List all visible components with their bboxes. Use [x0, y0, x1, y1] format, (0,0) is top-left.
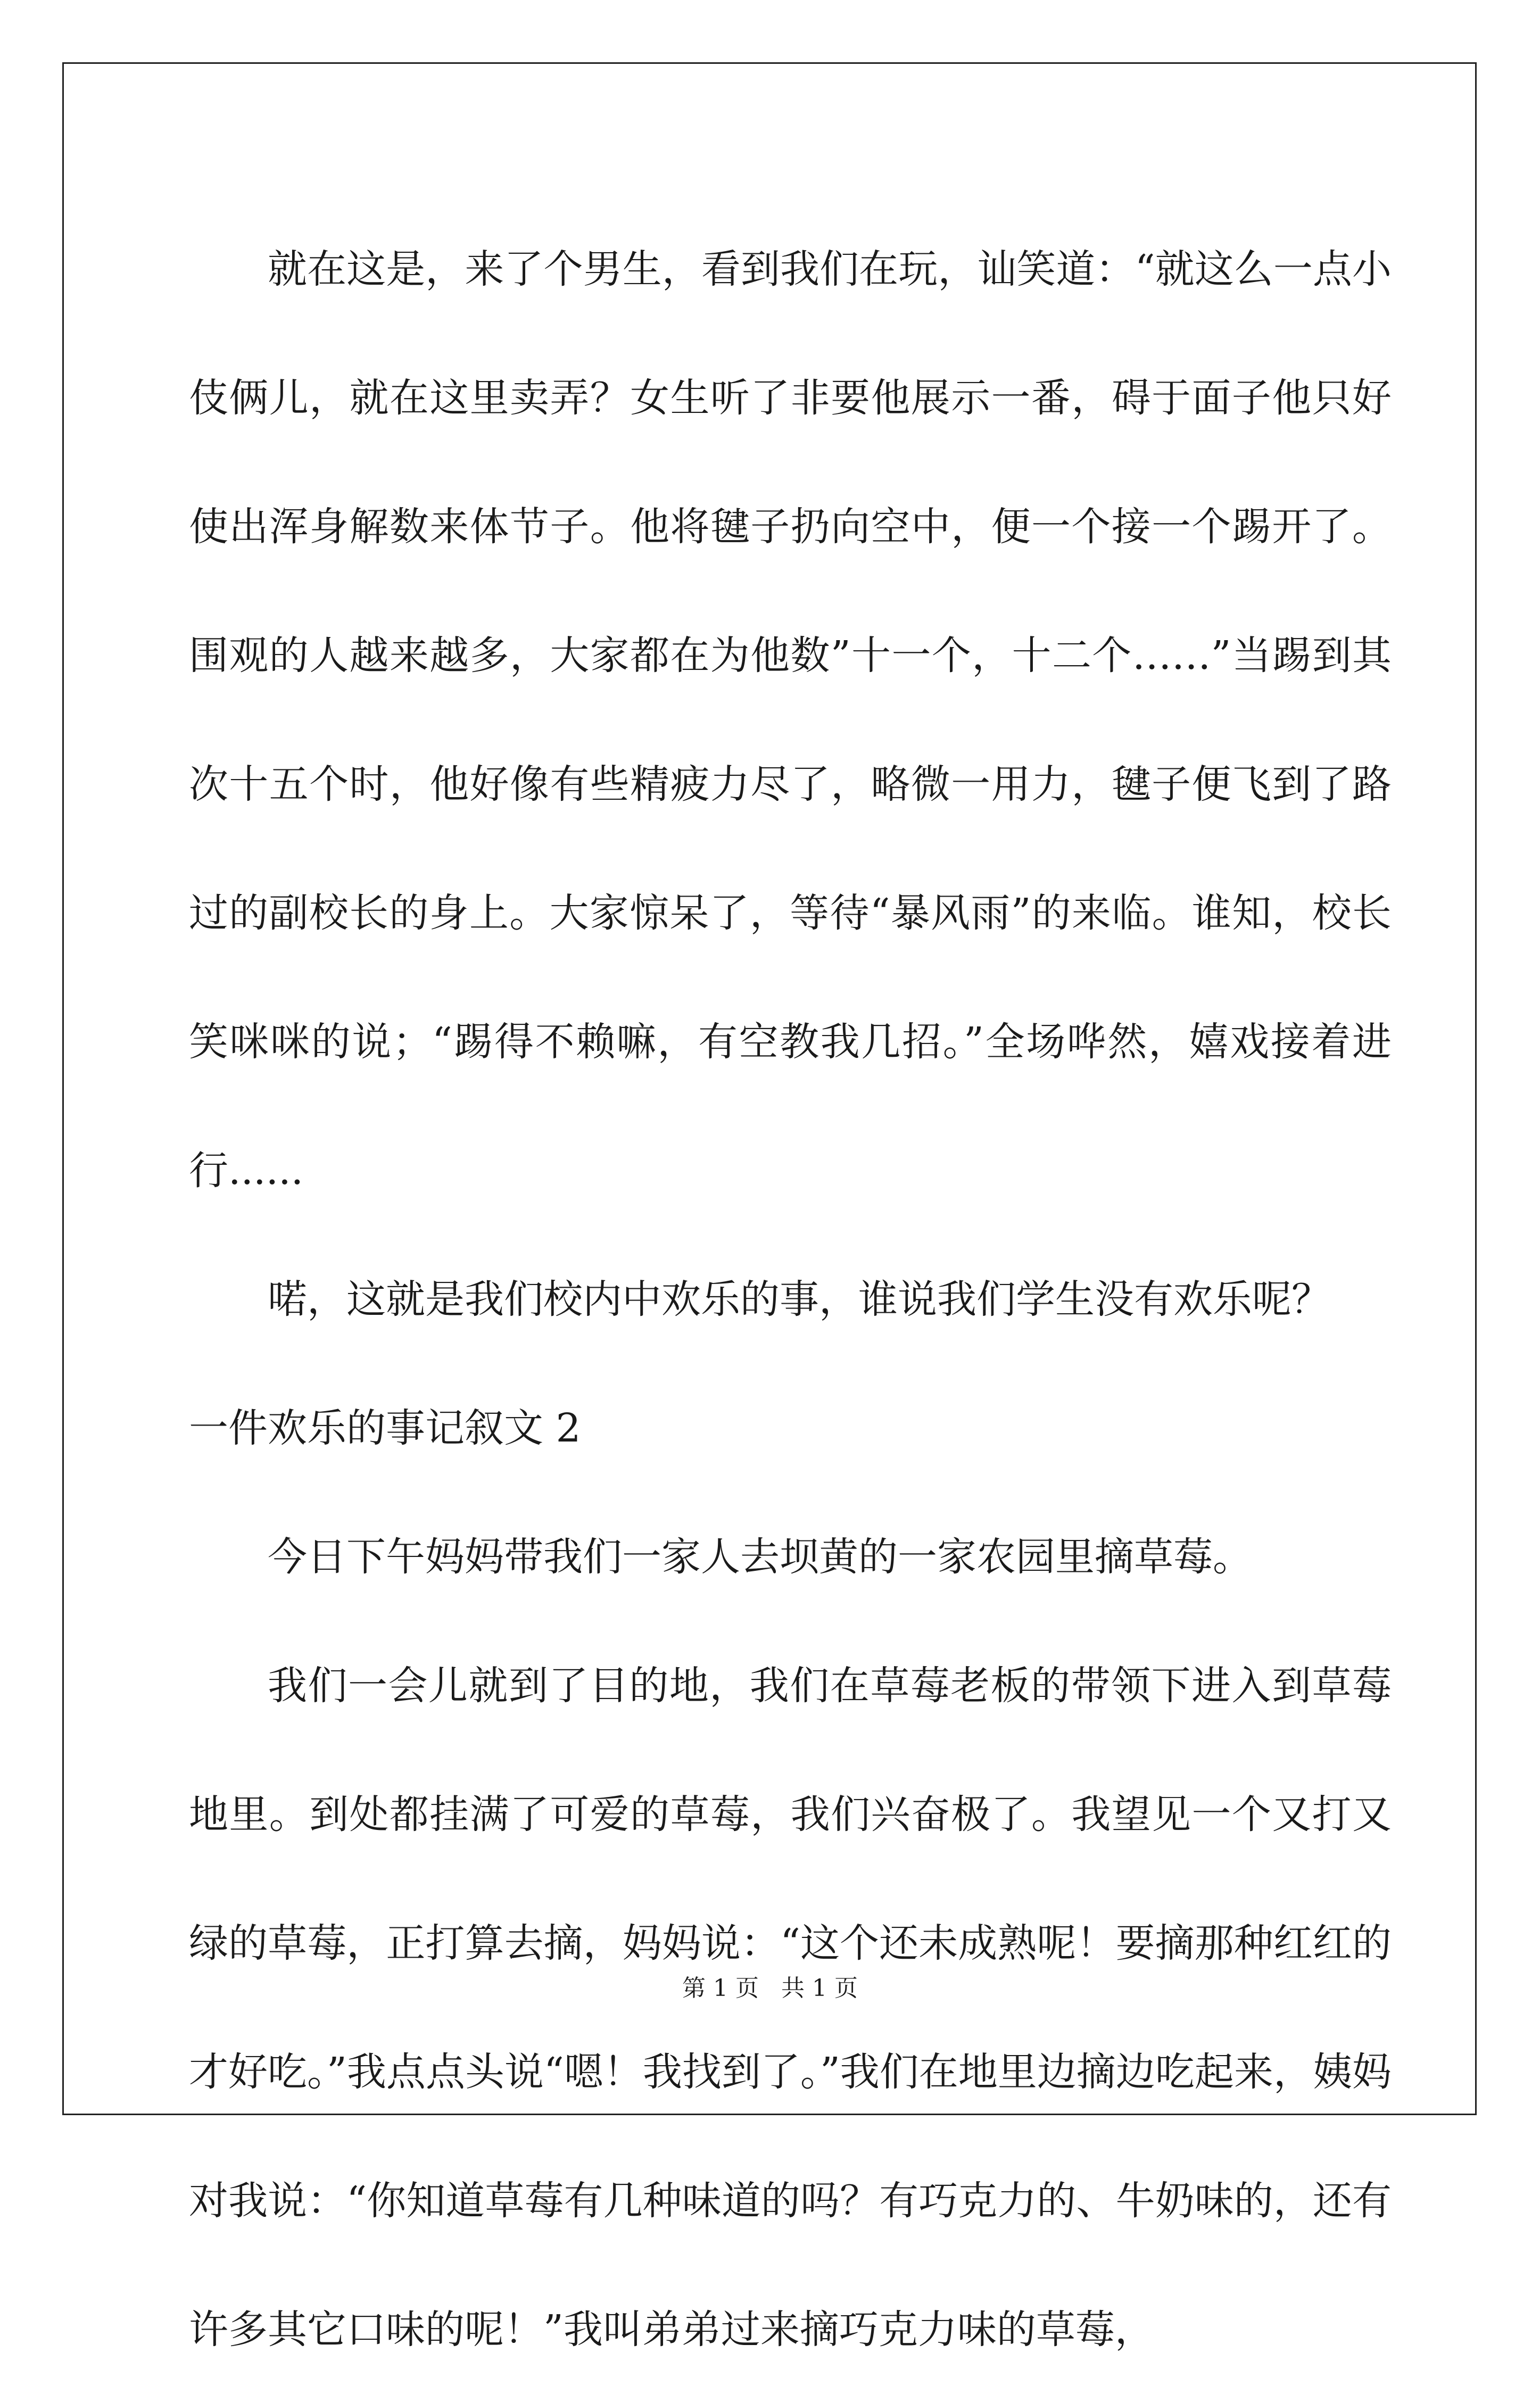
paragraph-4: 我们一会儿就到了目的地，我们在草莓老板的带领下进入到草莓地里。到处都挂满了可爱的草莓，我们兴奋极了。我望见一个又打又绿的草莓，正打算去摘，妈妈说：“这个还未成熟呢！要摘那种红红的才好吃。”我点点头说“嗯！我找到了。”我们在地里边摘边吃起来，姨妈对我说：“你知道草莓有几种味道的吗？有巧克力的、牛奶味的，还有许多其它口味的呢！”我叫弟弟过来摘巧克力味的草莓，: [189, 1663, 1392, 2352]
section-heading: 一件欢乐的事记叙文 2: [189, 1405, 581, 1451]
page-total: 共 1 页: [781, 1975, 858, 2002]
paragraph-2: 喏，这就是我们校内中欢乐的事，谁说我们学生没有欢乐呢？: [268, 1277, 1331, 1322]
paragraph-3: 今日下午妈妈带我们一家人去坝黄的一家农园里摘草莓。: [268, 1534, 1252, 1580]
document-body: [189, 205, 1392, 2394]
page-number: 第 1 页: [682, 1975, 759, 2002]
page-footer: [0, 1969, 1540, 2003]
paragraph-1: 就在这是，来了个男生，看到我们在玩，讪笑道：“就这么一点小伎俩儿，就在这里卖弄？女生听了非要他展示一番，碍于面子他只好使出浑身解数来体节子。他将毽子扔向空中，便一个接一个踢开了。围观的人越来越多，大家都在为他数”十一个，十二个……”当踢到其次十五个时，他好像有些精疲力尽了，略微一用力，毽子便飞到了路过的副校长的身上。大家惊呆了，等待“暴风雨”的来临。谁知，校长笑咪咪的说；“踢得不赖嘛，有空教我几招。”全场哗然，嬉戏接着进行......: [189, 246, 1392, 1194]
